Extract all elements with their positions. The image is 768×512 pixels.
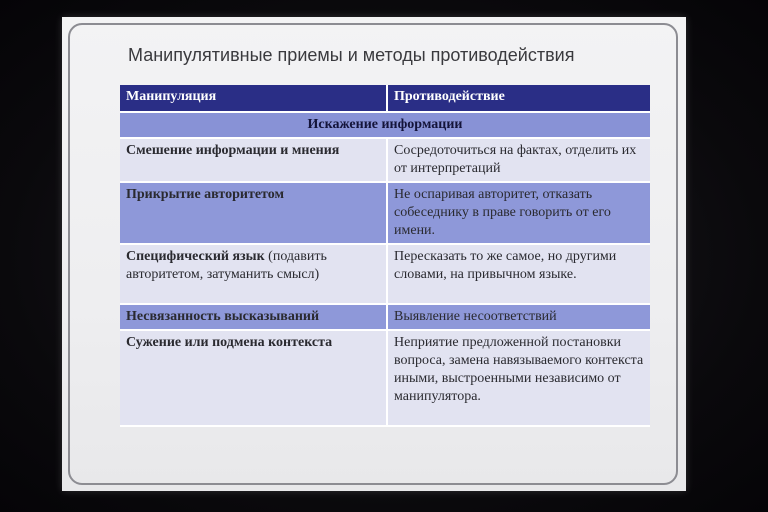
manipulation-name: Смешение информации и мнения [126, 143, 340, 158]
manipulation-cell [120, 330, 387, 426]
manipulation-cell [120, 244, 387, 304]
manipulation-name: Несвязанность высказываний [126, 309, 320, 324]
manipulation-name: Сужение или подмена контекста [126, 335, 333, 350]
table-row [120, 330, 650, 426]
header-manipulation: Манипуляция [120, 85, 387, 112]
section-title: Искажение информации [120, 112, 650, 138]
counter-cell: Сосредоточиться на фактах, отделить их от интерпретаций [387, 138, 650, 182]
projection-screen [62, 17, 686, 491]
counter-cell: Пересказать то же самое, но другими словами, на привычном языке. [387, 244, 650, 304]
manipulation-note: (подавить авторитетом, затуманить смысл) [126, 249, 327, 282]
manipulation-cell [120, 138, 387, 182]
slide-title: Манипулятивные приемы и методы противодействия [128, 45, 575, 65]
table-row [120, 182, 650, 244]
table-header-row [120, 85, 650, 112]
counter-cell: Неприятие предложенной постановки вопроса, замена навязываемого контекста иными, выстроенными независимо от манипулятора. [387, 330, 650, 426]
table-row [120, 304, 650, 330]
counter-cell: Выявление несоответствий [387, 304, 650, 330]
manipulation-cell [120, 304, 387, 330]
section-row [120, 112, 650, 138]
manipulation-name: Специфический язык [126, 249, 265, 264]
manipulation-cell [120, 182, 387, 244]
manipulation-table [120, 85, 650, 427]
table-row [120, 244, 650, 304]
header-counter: Противодействие [387, 85, 650, 112]
counter-cell: Не оспаривая авторитет, отказать собеседнику в праве говорить от его имени. [387, 182, 650, 244]
table-row [120, 138, 650, 182]
manipulation-name: Прикрытие авторитетом [126, 187, 284, 202]
